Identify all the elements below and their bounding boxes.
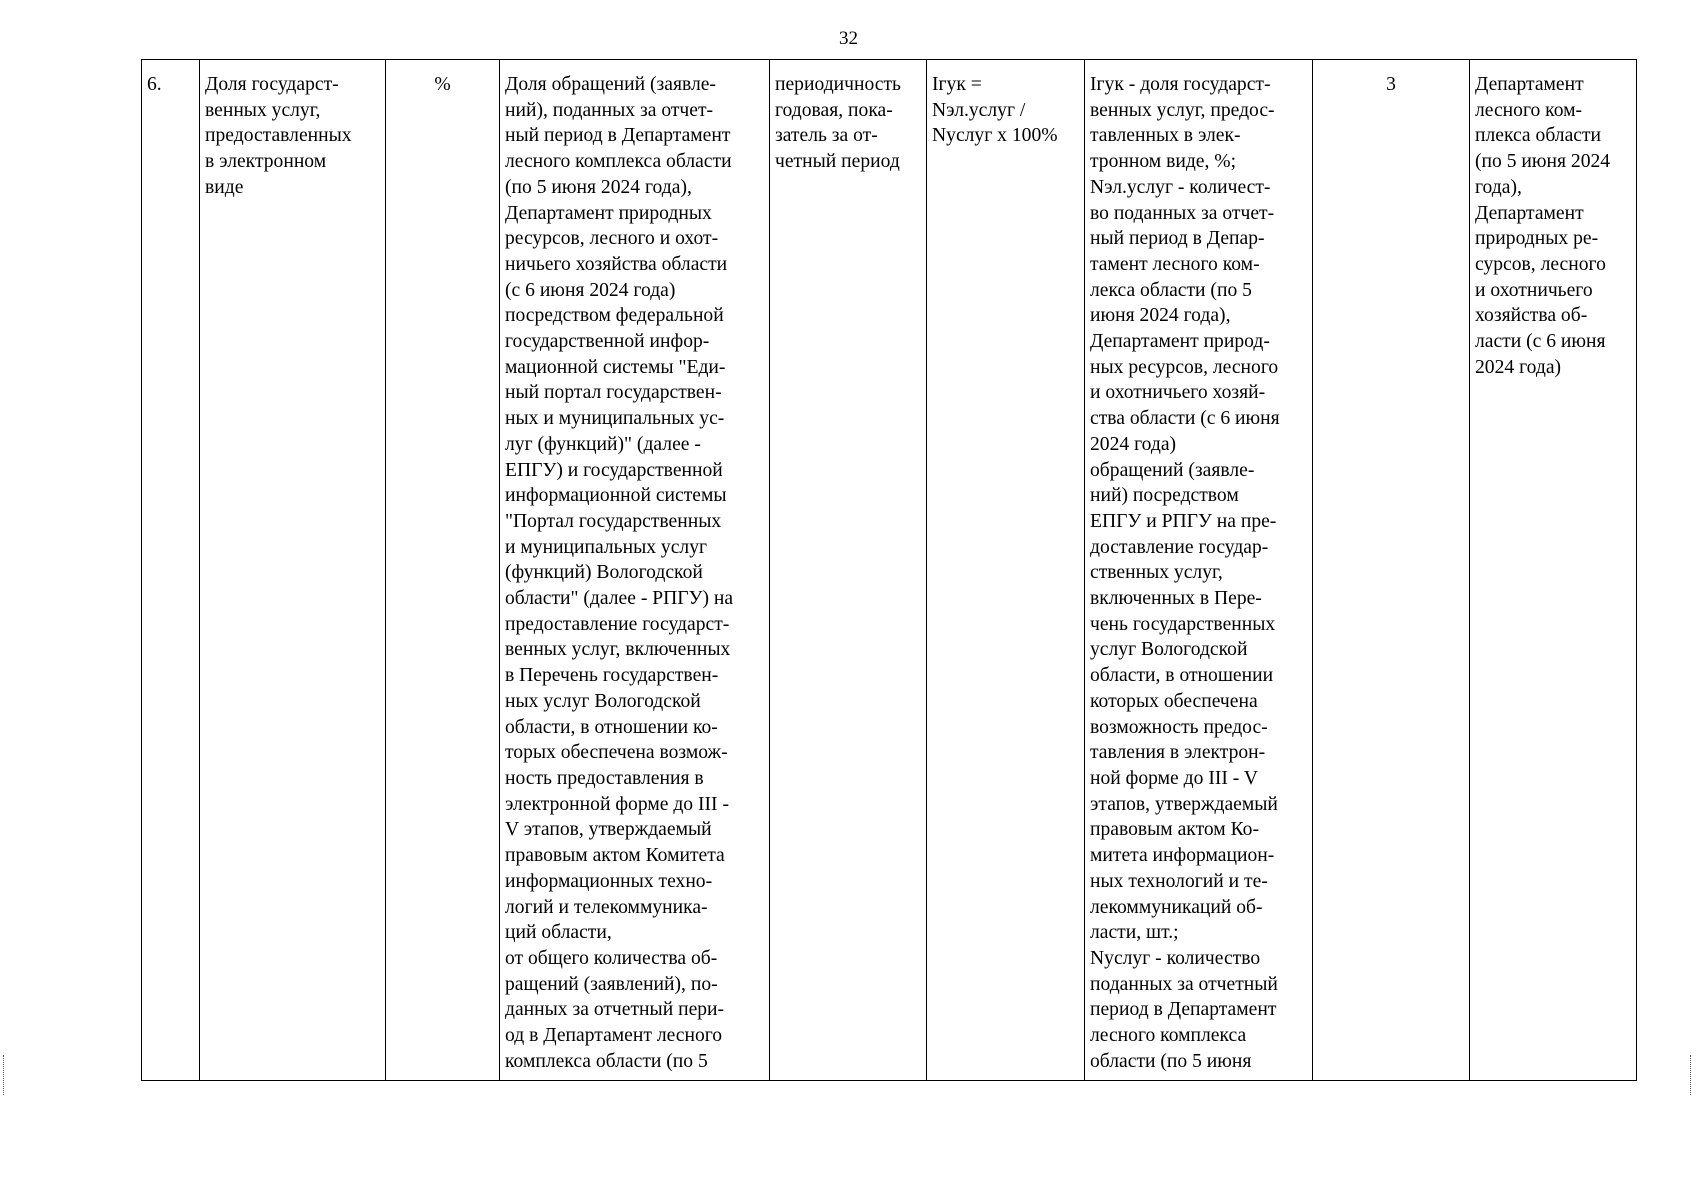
unit-cell: % bbox=[386, 60, 500, 1081]
indicator-table bbox=[141, 59, 1637, 1081]
periodicity-cell: периодичность годовая, пока- затель за от- четный период bbox=[770, 60, 927, 1081]
target-value-cell: 3 bbox=[1313, 60, 1470, 1081]
table-row bbox=[142, 60, 1637, 1081]
variables-cell: Iгук - доля государст- венных услуг, предос- тавленных в элек- тронном виде, %; Nэл.услуг - количест- во поданных за отчет- ный период в Депар- тамент лесного ком- лекса области (по 5 июня 2024 года), Департамент природ- ных ресурсов, лесного и охотничьего хозяй- ства области (с 6 июня 2024 года) обращений (заявле- ний) посредством ЕПГУ и РПГУ на пре- доставление государ- ственных услуг, включенных в Пере- чень государственных услуг Вологодской области, в отношении которых обеспечена возможность предос- тавления в электрон- ной форме до III - V этапов, утверждаемый правовым актом Ко- митета информацион- ных технологий и те- лекоммуникаций об- ласти, шт.; Nуслуг - количество поданных за отчетный период в Департамент лесного комплекса области (по 5 июня bbox=[1085, 60, 1313, 1081]
formula-cell: Iгук = Nэл.услуг / Nуслуг x 100% bbox=[927, 60, 1085, 1081]
row-number-cell: 6. bbox=[142, 60, 200, 1081]
definition-cell: Доля обращений (заявле- ний), поданных за отчет- ный период в Департамент лесного комплекса области (по 5 июня 2024 года), Департамент природных ресурсов, лесного и охот- ничьего хозяйства области (с 6 июня 2024 года) посредством федеральной государственной инфор- мационной системы "Еди- ный портал государствен- ных и муниципальных ус- луг (функций)" (далее - ЕПГУ) и государственной информационной системы "Портал государственных и муниципальных услуг (функций) Вологодской области" (далее - РПГУ) на предоставление государст- венных услуг, включенных в Перечень государствен- ных услуг Вологодской области, в отношении ко- торых обеспечена возмож- ность предоставления в электронной форме до III - V этапов, утверждаемый правовым актом Комитета информационных техно- логий и телекоммуника- ций области, от общего количества об- ращений (заявлений), по- данных за отчетный пери- од в Департамент лесного комплекса области (по 5 bbox=[500, 60, 770, 1081]
responsible-cell: Департамент лесного ком- плекса области (по 5 июня 2024 года), Департамент природных ре- сурсов, лесного и охотничьего хозяйства об- ласти (с 6 июня 2024 года) bbox=[1470, 60, 1637, 1081]
indicator-name-cell: Доля государст- венных услуг, предоставленных в электронном виде bbox=[200, 60, 386, 1081]
scan-edge-mark-left bbox=[3, 1055, 6, 1095]
scan-edge-mark-right bbox=[1690, 1055, 1693, 1095]
page-number: 32 bbox=[839, 28, 858, 49]
